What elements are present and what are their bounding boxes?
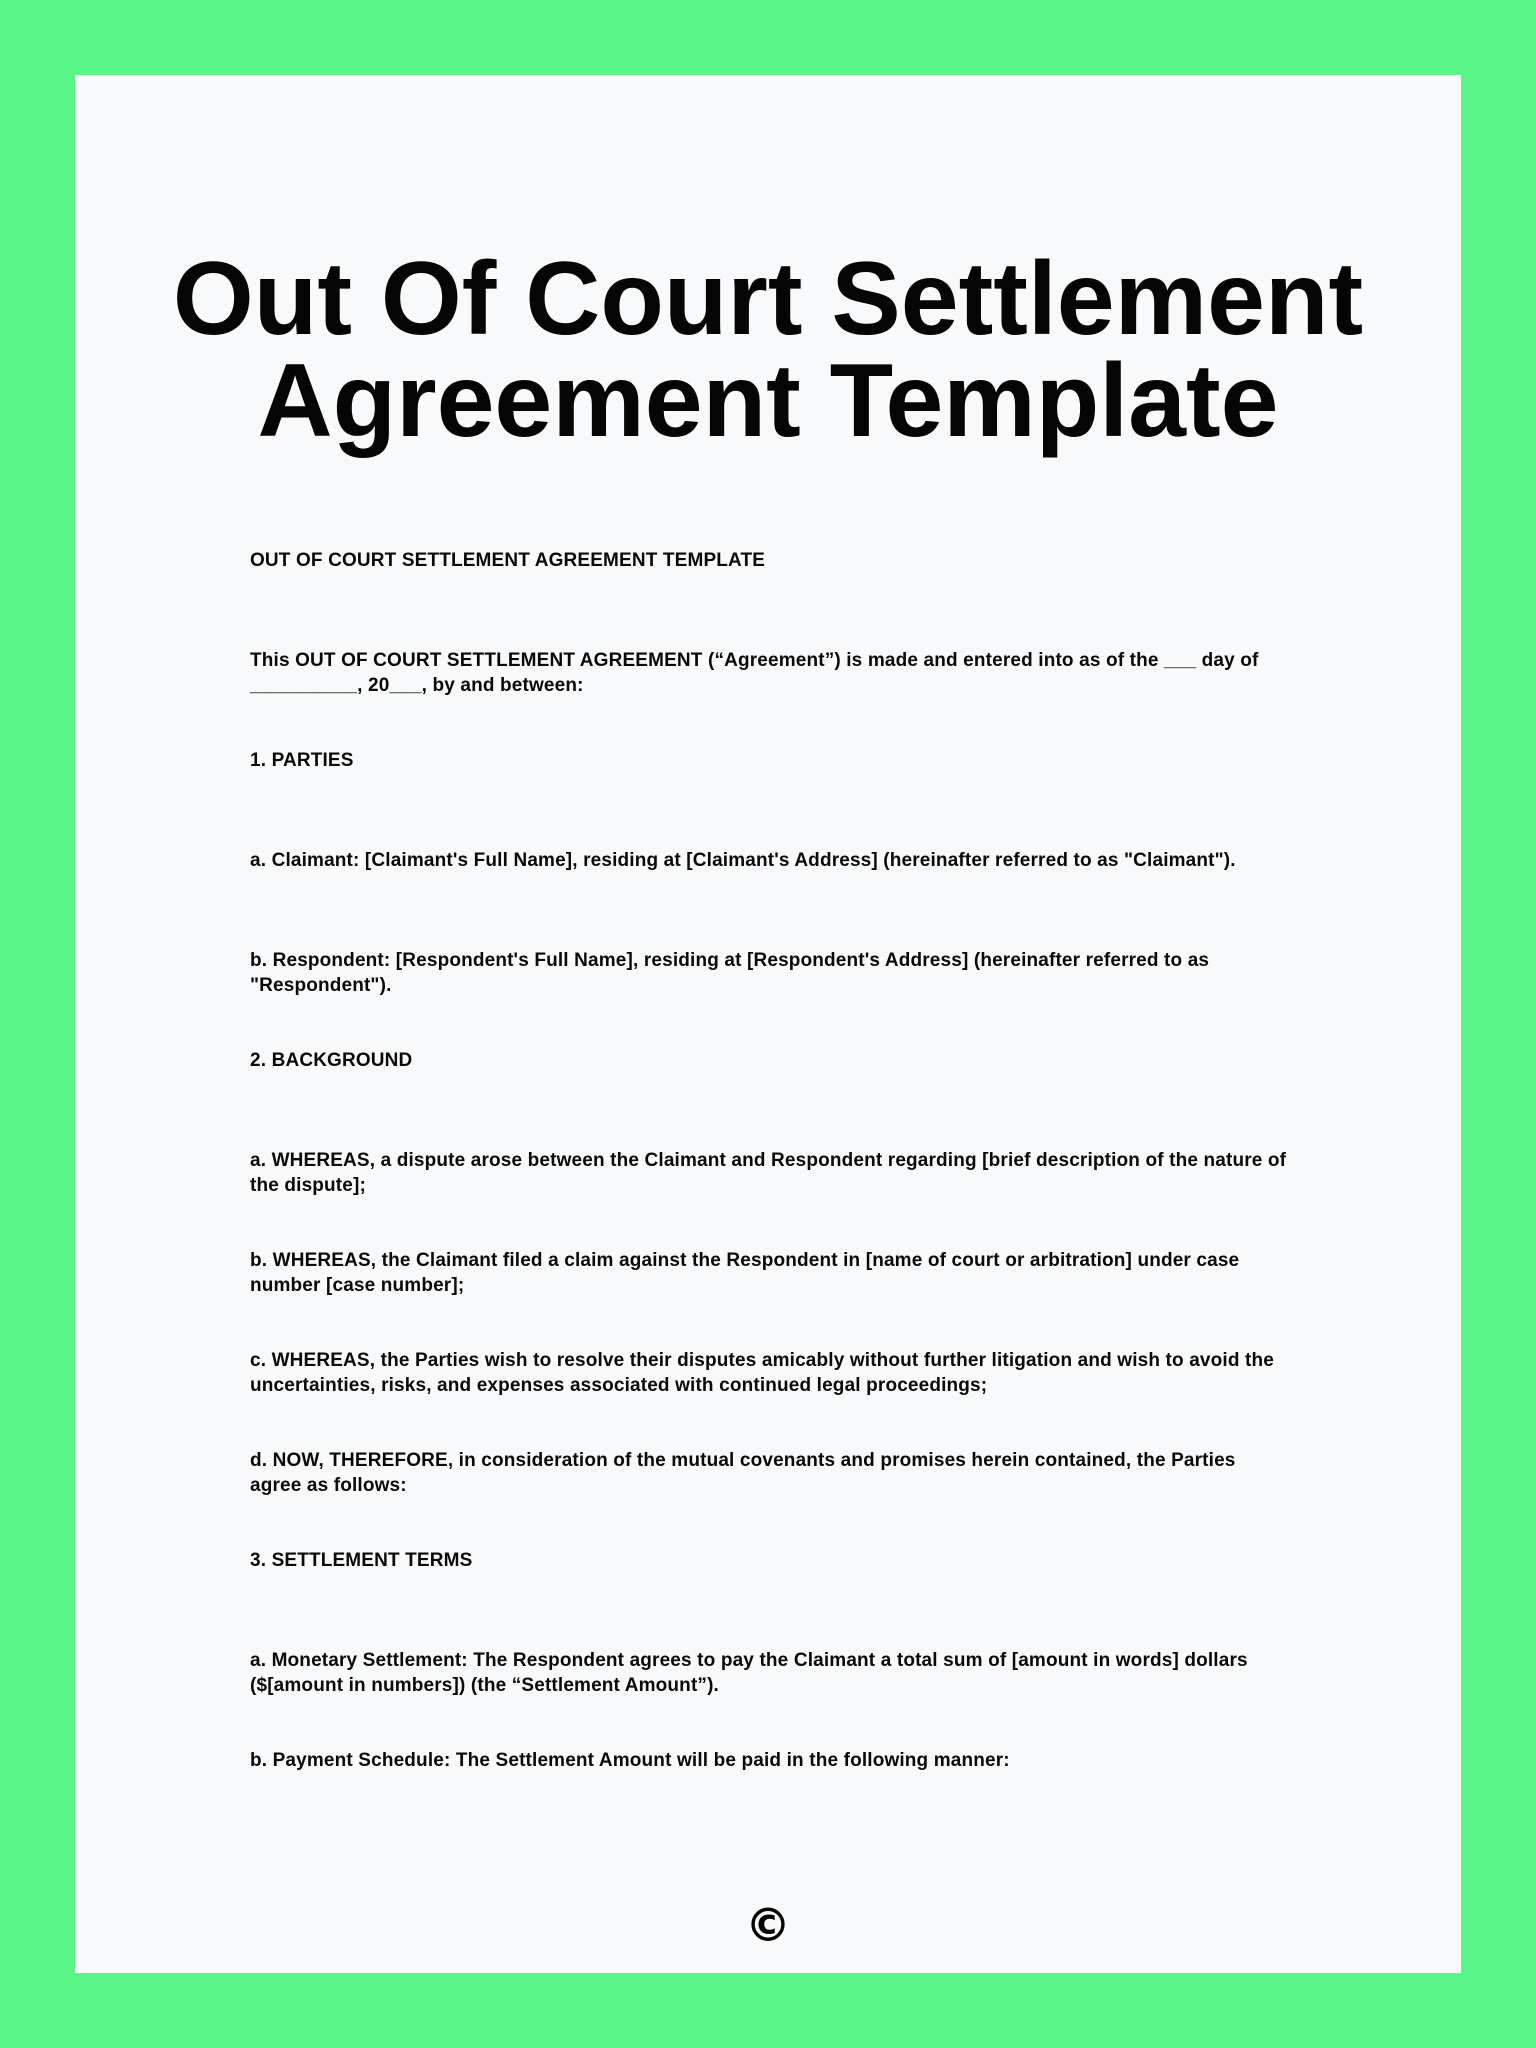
intro-paragraph: This OUT OF COURT SETTLEMENT AGREEMENT (“Agreement”) is made and entered into as of the ___ day of __________, 20___, by and between:: [250, 650, 1259, 696]
document-heading: OUT OF COURT SETTLEMENT AGREEMENT TEMPLATE: [250, 550, 766, 571]
page-title-line-1: Out Of Court Settlement: [172, 241, 1364, 357]
clause-payment-schedule: b. Payment Schedule: The Settlement Amount will be paid in the following manner:: [250, 1750, 1010, 1771]
section-heading-background: 2. BACKGROUND: [250, 1050, 413, 1071]
clause-respondent: b. Respondent: [Respondent's Full Name], residing at [Respondent's Address] (hereinafter referred to as "Respondent").: [250, 950, 1210, 996]
clause-whereas-resolve: c. WHEREAS, the Parties wish to resolve their disputes amicably without further litigation and wish to avoid the uncertainties, risks, and expenses associated with continued legal proceedings;: [250, 1350, 1274, 1396]
page-title-line-2: Agreement Template: [257, 343, 1279, 459]
clause-monetary-settlement: a. Monetary Settlement: The Respondent agrees to pay the Claimant a total sum of [amount in words] dollars ($[amount in numbers]) (the “Settlement Amount”).: [250, 1650, 1248, 1696]
section-heading-parties: 1. PARTIES: [250, 750, 354, 771]
section-heading-settlement-terms: 3. SETTLEMENT TERMS: [250, 1550, 473, 1571]
clause-now-therefore: d. NOW, THEREFORE, in consideration of the mutual covenants and promises herein contained, the Parties agree as follows:: [250, 1450, 1236, 1496]
copyright-icon: ©: [745, 1898, 791, 1952]
clause-whereas-dispute: a. WHEREAS, a dispute arose between the Claimant and Respondent regarding [brief description of the nature of the dispute];: [250, 1150, 1287, 1196]
page-title: [0, 241, 1536, 459]
clause-claimant: a. Claimant: [Claimant's Full Name], residing at [Claimant's Address] (hereinafter referred to as "Claimant").: [250, 850, 1236, 871]
clause-whereas-claim: b. WHEREAS, the Claimant filed a claim against the Respondent in [name of court or arbitration] under case number [case number];: [250, 1250, 1240, 1296]
